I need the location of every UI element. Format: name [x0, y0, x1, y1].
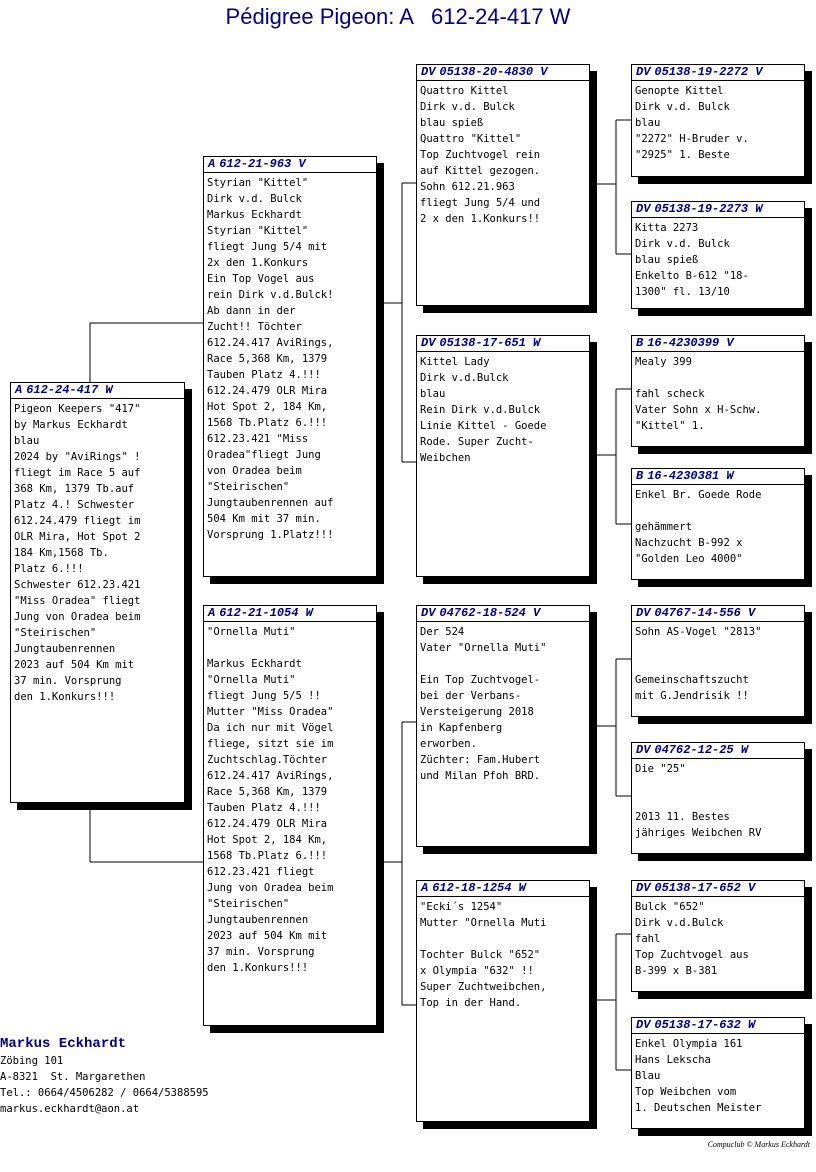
detail-line: Vorsprung 1.Platz!!!	[207, 529, 334, 541]
pigeon-details	[204, 173, 376, 543]
detail-line: Da ich nur mit Vögel	[207, 722, 334, 734]
detail-line: auf Kittel gezogen.	[420, 165, 541, 177]
detail-line: x Olympia "632" !!	[420, 965, 534, 977]
detail-line: blau spieß	[420, 117, 484, 129]
detail-line: 612.23.421 fliegt	[207, 866, 315, 878]
detail-line: Versteigerung 2018	[420, 706, 534, 718]
detail-line: Jungtaubenrennen	[14, 643, 116, 655]
detail-line: Dirk v.d. Bulck	[207, 193, 302, 205]
pigeon-card-gen3-7	[631, 880, 805, 992]
country-code: A	[208, 606, 216, 620]
detail-line: Rein Dirk v.d.Bulck	[420, 404, 541, 416]
detail-line: blau	[420, 388, 446, 400]
detail-line: bei der Verbans-	[420, 690, 522, 702]
detail-line	[420, 931, 586, 947]
pigeon-details	[632, 1034, 804, 1116]
pigeon-card-sire-dam	[416, 335, 590, 577]
detail-line	[635, 640, 801, 656]
detail-line: "Steirischen"	[207, 481, 290, 493]
detail-line: "Ecki´s 1254"	[420, 901, 503, 913]
detail-line: fahl	[635, 933, 661, 945]
detail-line: Styrian "Kittel"	[207, 177, 309, 189]
detail-line	[420, 656, 586, 672]
detail-line: gehämmert	[635, 521, 692, 533]
detail-line: Gemeinschaftszucht	[635, 674, 749, 686]
detail-line: Jung von Oradea beim	[207, 882, 334, 894]
detail-line: 2023 auf 504 Km mit	[207, 930, 328, 942]
detail-line: "Steirischen"	[207, 898, 290, 910]
ring-number: 05138-20-4830 V	[439, 65, 548, 79]
detail-line: Dirk v.d. Bulck	[635, 101, 730, 113]
pigeon-card-dam-dam	[416, 880, 590, 1122]
detail-line: "Ornella Muti"	[207, 674, 296, 686]
detail-line: "2925" 1. Beste	[635, 149, 730, 161]
detail-line: Oradea"fliegt Jung	[207, 449, 321, 461]
copyright-footer: Compuclub © Markus Eckhardt	[707, 1140, 810, 1149]
breeder-name: Markus Eckhardt	[0, 1036, 127, 1052]
detail-line: "Golden Leo 4000"	[635, 553, 743, 565]
page-title: Pédigree Pigeon: A 612-24-417 W	[225, 4, 571, 29]
detail-line: Top Weibchen vom	[635, 1086, 737, 1098]
pigeon-details	[417, 897, 589, 1011]
pigeon-card-gen3-8	[631, 1017, 805, 1129]
detail-line: Jungtaubenrennen	[207, 914, 309, 926]
country-code: A	[15, 383, 23, 397]
detail-line: Ein Top Zuchtvogel-	[420, 674, 541, 686]
detail-line: Ab dann in der	[207, 305, 296, 317]
detail-line: fliegt Jung 5/4 und	[420, 197, 541, 209]
detail-line: Kitta 2273	[635, 222, 699, 234]
detail-line: Die "25"	[635, 763, 686, 775]
country-code: DV	[636, 1018, 651, 1032]
detail-line: "Ornella Muti"	[207, 626, 296, 638]
detail-line: Quattro "Kittel"	[420, 133, 522, 145]
detail-line: by Markus Eckhardt	[14, 419, 128, 431]
detail-line: fliegt im Race 5 auf	[14, 467, 141, 479]
detail-line: Styrian "Kittel"	[207, 225, 309, 237]
pigeon-details	[632, 81, 804, 163]
detail-line: fliege, sitzt sie im	[207, 738, 334, 750]
country-code: DV	[421, 606, 436, 620]
detail-line: OLR Mira, Hot Spot 2	[14, 531, 141, 543]
detail-line: Jung von Oradea beim	[14, 611, 141, 623]
country-code: DV	[636, 202, 651, 216]
detail-line: 612.24.479 fliegt im	[14, 515, 141, 527]
detail-line: Markus Eckhardt	[207, 658, 302, 670]
detail-line: 2023 auf 504 Km mit	[14, 659, 135, 671]
detail-line: 184 Km,1568 Tb.	[14, 547, 109, 559]
ring-number: 05138-17-651 W	[439, 336, 541, 350]
detail-line: Zucht!! Töchter	[207, 321, 302, 333]
detail-line	[207, 640, 373, 656]
detail-line: Linie Kittel - Goede	[420, 420, 547, 432]
country-code: DV	[636, 881, 651, 895]
detail-line: 612.24.479 OLR Mira	[207, 818, 328, 830]
ring-number: 05138-19-2272 V	[654, 65, 763, 79]
detail-line: "Steirischen"	[14, 627, 97, 639]
detail-line: Race 5,368 Km, 1379	[207, 353, 328, 365]
detail-line: blau	[635, 117, 661, 129]
breeder-street: Zöbing 101	[0, 1055, 64, 1067]
detail-line: Vater "Ornella Muti"	[420, 642, 547, 654]
country-code: DV	[421, 336, 436, 350]
pigeon-card-gen3-3	[631, 335, 805, 447]
detail-line: blau spieß	[635, 254, 699, 266]
detail-line: fliegt Jung 5/4 mit	[207, 241, 328, 253]
detail-line: mit G.Jendrisik !!	[635, 690, 749, 702]
ring-number: 04762-18-524 V	[439, 606, 541, 620]
detail-line: 1300" fl. 13/10	[635, 286, 730, 298]
ring-number: 05138-17-652 V	[654, 881, 756, 895]
country-code: DV	[636, 65, 651, 79]
pigeon-card-subject	[10, 382, 185, 803]
detail-line: Der 524	[420, 626, 465, 638]
pigeon-details	[417, 352, 589, 466]
detail-line: Ein Top Vogel aus	[207, 273, 315, 285]
pigeon-details	[632, 897, 804, 979]
detail-line: Hot Spot 2, 184 Km,	[207, 834, 328, 846]
detail-line: erworben.	[420, 738, 477, 750]
pigeon-details	[204, 622, 376, 976]
detail-line	[635, 793, 801, 809]
pigeon-details	[632, 622, 804, 704]
pigeon-card-gen3-5	[631, 605, 805, 717]
ring-number: 612-21-1054 W	[219, 606, 313, 620]
detail-line: Zuchtschlag.Töchter	[207, 754, 328, 766]
country-code: A	[208, 157, 216, 171]
detail-line: "Miss Oradea" fliegt	[14, 595, 141, 607]
detail-line: Top Zuchtvogel rein	[420, 149, 541, 161]
detail-line: 1568 Tb.Platz 6.!!!	[207, 850, 328, 862]
pigeon-card-gen3-4	[631, 468, 805, 580]
detail-line: 612.24.417 AviRings,	[207, 770, 334, 782]
ring-number: 612-18-1254 W	[432, 881, 526, 895]
detail-line: Blau	[635, 1070, 661, 1082]
pigeon-card-dam	[203, 605, 377, 1026]
detail-line: Super Zuchtweibchen,	[420, 981, 547, 993]
ring-number: 04767-14-556 V	[654, 606, 756, 620]
pigeon-card-sire	[203, 156, 377, 577]
detail-line: Dirk v.d.Bulck	[635, 917, 724, 929]
pigeon-details	[632, 485, 804, 567]
detail-line: 504 Km mit 37 min.	[207, 513, 321, 525]
detail-line: Tochter Bulck "652"	[420, 949, 541, 961]
detail-line	[635, 656, 801, 672]
pigeon-card-dam-sire	[416, 605, 590, 847]
detail-line: 2013 11. Bestes	[635, 811, 730, 823]
detail-line: Vater Sohn x H-Schw.	[635, 404, 762, 416]
country-code: A	[421, 881, 429, 895]
ring-number: 16-4230381 W	[647, 469, 734, 483]
detail-line	[635, 777, 801, 793]
ring-number: 05138-17-632 W	[654, 1018, 756, 1032]
detail-line: 612.24.479 OLR Mira	[207, 385, 328, 397]
detail-line: Enkel Olympia 161	[635, 1038, 743, 1050]
detail-line: Hot Spot 2, 184 Km,	[207, 401, 328, 413]
detail-line: von Oradea beim	[207, 465, 302, 477]
pigeon-details	[632, 352, 804, 434]
detail-line: den 1.Konkurs!!!	[14, 691, 116, 703]
detail-line: Enkelto B-612 "18-	[635, 270, 749, 282]
detail-line: Mealy 399	[635, 356, 692, 368]
detail-line: fliegt Jung 5/5 !!	[207, 690, 321, 702]
pigeon-card-gen3-6	[631, 742, 805, 854]
detail-line: Genopte Kittel	[635, 85, 724, 97]
detail-line: 2024 by "AviRings" !	[14, 451, 141, 463]
detail-line: fahl scheck	[635, 388, 705, 400]
detail-line: 1568 Tb.Platz 6.!!!	[207, 417, 328, 429]
detail-line: 37 min. Vorsprung	[14, 675, 122, 687]
detail-line: Hans Lekscha	[635, 1054, 711, 1066]
detail-line: Platz 6.!!!	[14, 563, 84, 575]
detail-line: jähriges Weibchen RV	[635, 827, 762, 839]
detail-line: 612.23.421 "Miss	[207, 433, 309, 445]
detail-line: Quattro Kittel	[420, 85, 509, 97]
pigeon-card-gen3-2	[631, 201, 805, 309]
pigeon-details	[632, 218, 804, 300]
ring-number: 04762-12-25 W	[654, 743, 749, 757]
detail-line: Rode. Super Zucht-	[420, 436, 534, 448]
detail-line: Mutter "Miss Oradea"	[207, 706, 334, 718]
country-code: B	[636, 336, 644, 350]
ring-number: 05138-19-2273 W	[654, 202, 763, 216]
detail-line: Kittel Lady	[420, 356, 490, 368]
detail-line: Sohn 612.21.963	[420, 181, 515, 193]
detail-line: Sohn AS-Vogel "2813"	[635, 626, 762, 638]
detail-line: Mutter "Ornella Muti	[420, 917, 547, 929]
breeder-email: markus.eckhardt@aon.at	[0, 1103, 140, 1115]
country-code: DV	[636, 743, 651, 757]
pigeon-details	[417, 622, 589, 784]
pigeon-card-sire-sire	[416, 64, 590, 306]
detail-line: Bulck "652"	[635, 901, 705, 913]
country-code: DV	[421, 65, 436, 79]
pigeon-details	[632, 759, 804, 841]
detail-line: "2272" H-Bruder v.	[635, 133, 749, 145]
detail-line: Dirk v.d. Bulck	[635, 238, 730, 250]
ring-number: 612-21-963 V	[219, 157, 306, 171]
country-code: B	[636, 469, 644, 483]
detail-line: 1. Deutschen Meister	[635, 1102, 762, 1114]
detail-line: Züchter: Fam.Hubert	[420, 754, 541, 766]
breeder-phone: Tel.: 0664/4506282 / 0664/5388595	[0, 1087, 209, 1099]
breeder-info	[0, 1035, 209, 1117]
detail-line: Markus Eckhardt	[207, 209, 302, 221]
detail-line: und Milan Pfoh BRD.	[420, 770, 541, 782]
pigeon-card-gen3-1	[631, 64, 805, 177]
breeder-city: A-8321 St. Margarethen	[0, 1071, 146, 1083]
detail-line: 612.24.417 AviRings,	[207, 337, 334, 349]
detail-line: Race 5,368 Km, 1379	[207, 786, 328, 798]
detail-line: Dirk v.d.Bulck	[420, 372, 509, 384]
detail-line: Tauben Platz 4.!!!	[207, 802, 321, 814]
detail-line: in Kapfenberg	[420, 722, 503, 734]
detail-line: den 1.Konkurs!!!	[207, 962, 309, 974]
detail-line: rein Dirk v.d.Bulck!	[207, 289, 334, 301]
detail-line: Top in der Hand.	[420, 997, 522, 1009]
detail-line: 2 x den 1.Konkurs!!	[420, 213, 541, 225]
detail-line: Dirk v.d. Bulck	[420, 101, 515, 113]
detail-line: Tauben Platz 4.!!!	[207, 369, 321, 381]
detail-line: Weibchen	[420, 452, 471, 464]
pigeon-details	[11, 399, 184, 705]
ring-number: 16-4230399 V	[647, 336, 734, 350]
detail-line: blau	[14, 435, 40, 447]
ring-number: 612-24-417 W	[26, 383, 113, 397]
detail-line: Pigeon Keepers "417"	[14, 403, 141, 415]
detail-line: Top Zuchtvogel aus	[635, 949, 749, 961]
detail-line: Schwester 612.23.421	[14, 579, 141, 591]
pigeon-details	[417, 81, 589, 227]
country-code: DV	[636, 606, 651, 620]
detail-line: "Kittel" 1.	[635, 420, 705, 432]
detail-line: Platz 4.! Schwester	[14, 499, 135, 511]
detail-line: 368 Km, 1379 Tb.auf	[14, 483, 135, 495]
detail-line: B-399 x B-381	[635, 965, 718, 977]
detail-line: 2x den 1.Konkurs	[207, 257, 309, 269]
detail-line	[635, 503, 801, 519]
detail-line: Enkel Br. Goede Rode	[635, 489, 762, 501]
detail-line: 37 min. Vorsprung	[207, 946, 315, 958]
detail-line	[635, 370, 801, 386]
detail-line: Nachzucht B-992 x	[635, 537, 743, 549]
detail-line: Jungtaubenrennen auf	[207, 497, 334, 509]
